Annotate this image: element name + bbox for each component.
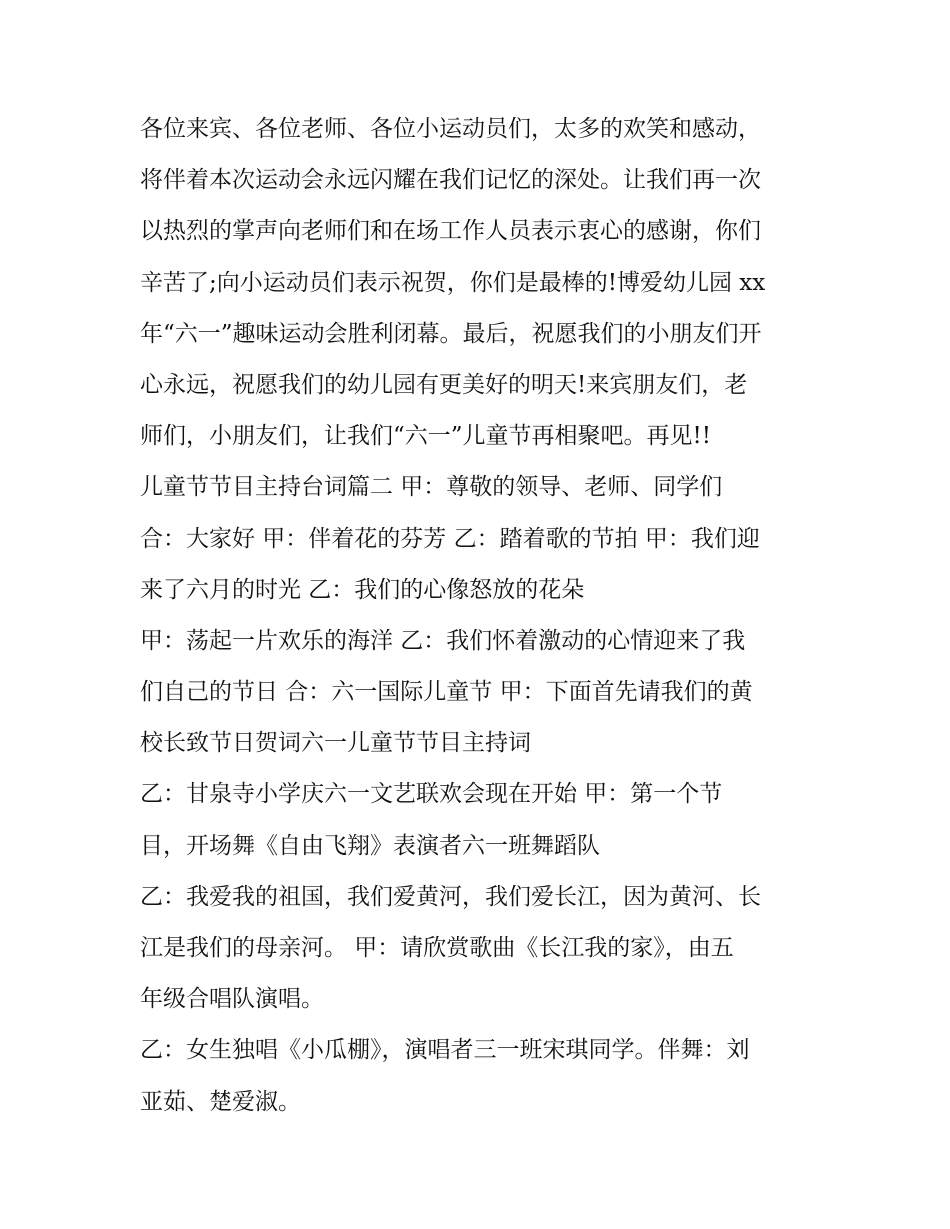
text-line: 亚茹、楚爱淑。 [140,1088,301,1115]
text-line: 乙：我爱我的祖国，我们爱黄河，我们爱长江，因为黄河、长 [140,883,761,910]
text-line: 江是我们的母亲河。 甲：请欣赏歌曲《长江我的家》，由五 [140,935,734,961]
text-line: 校长致节日贺词六一儿童节节目主持词 [140,730,531,757]
text-line: 将伴着本次运动会永远闪耀在我们记忆的深处。让我们再一次 [140,167,761,194]
text-line: 儿童节节目主持台词篇二 甲：尊敬的领导、老师、同学们 [140,474,723,501]
text-line: 目，开场舞《自由飞翔》表演者六一班舞蹈队 [140,832,600,859]
text-line: 甲：荡起一片欢乐的海洋 乙：我们怀着激动的心情迎来了我 [140,627,746,654]
text-line: 以热烈的掌声向老师们和在场工作人员表示衷心的感谢，你们 [140,218,761,245]
text-line: 乙：女生独唱《小瓜棚》，演唱者三一班宋琪同学。伴舞：刘 [140,1037,750,1064]
text-line: 合：大家好 甲：伴着花的芬芳 乙：踏着歌的节拍 甲：我们迎 [140,525,760,552]
text-line: 年级合唱队演唱。 [140,986,324,1013]
text-line: 年“六一”趣味运动会胜利闭幕。最后，祝愿我们的小朋友们开 [140,320,762,347]
text-line: 乙：甘泉寺小学庆六一文艺联欢会现在开始 甲：第一个节 [140,781,723,808]
text-line: 心永远，祝愿我们的幼儿园有更美好的明天!来宾朋友们，老 [140,371,748,398]
text-line: 师们，小朋友们，让我们“六一”儿童节再相聚吧。再见!! [140,423,712,450]
text-line: 们自己的节日 合：六一国际儿童节 甲：下面首先请我们的黄 [140,679,753,706]
text-line: 来了六月的时光 乙：我们的心像怒放的花朵 [140,576,585,603]
document-body [140,104,830,1128]
text-line: 辛苦了;向小运动员们表示祝贺，你们是最棒的!博爱幼儿园 xx [140,269,766,296]
text-line: 各位来宾、各位老师、各位小运动员们，太多的欢笑和感动， [140,116,761,142]
